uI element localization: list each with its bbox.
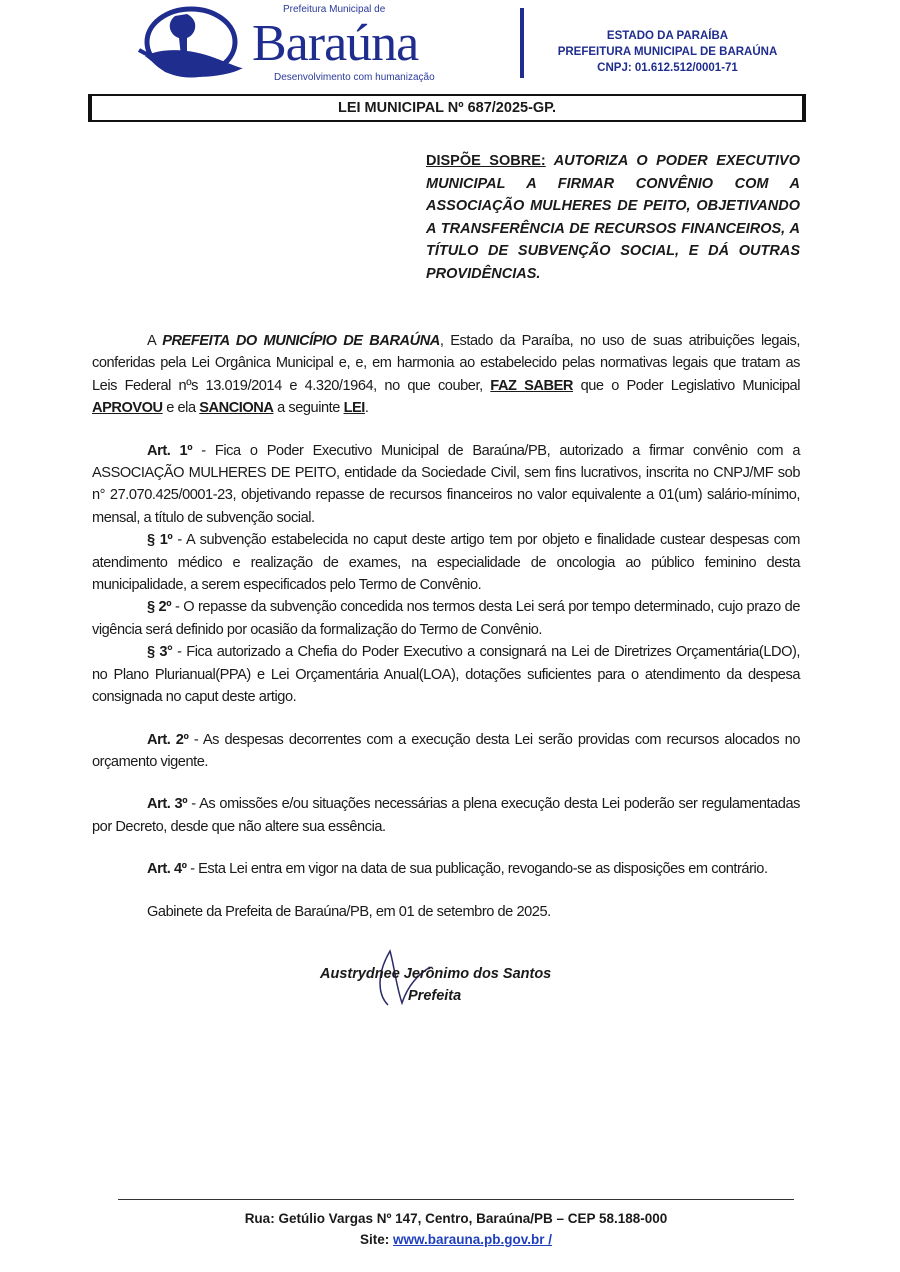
footer-divider xyxy=(118,1199,794,1200)
article-text: - Fica o Poder Executivo Municipal de Baraúna/PB, autorizado a firmar convênio com a ASSOCIAÇÃO MULHERES DE PEITO, entidade da Sociedade Civil, sem fins lucrativos, inscrita no CNPJ/MF sob n° 27.070.425/0001-23, objetivando repasse de recursos financeiros no valor equivalente a 01(um) salário-mínimo, mensal, a título de subvenção social. xyxy=(92,442,801,526)
state-line: CNPJ: 01.612.512/0001-71 xyxy=(597,62,738,74)
lei: LEI xyxy=(343,400,365,417)
article-3 xyxy=(92,793,800,838)
article-1 xyxy=(92,440,800,530)
text: e ela xyxy=(162,400,200,417)
article-text: - As omissões e/ou situações necessárias a plena execução desta Lei poderão ser regulamentadas por Decreto, desde que não altere sua essência. xyxy=(92,796,800,835)
ementa-text: AUTORIZA O PODER EXECUTIVO MUNICIPAL A FIRMAR CONVÊNIO COM A ASSOCIAÇÃO MULHERES DE PEITO, OBJETIVANDO A TRANSFERÊNCIA DE RECURSOS FINANCEIROS, A TÍTULO DE SUBVENÇÃO SOCIAL, E DÁ OUTRAS PROVIDÊNCIAS. xyxy=(426,153,801,282)
text: A xyxy=(147,333,163,349)
state-line: ESTADO DA PARAÍBA xyxy=(606,30,729,42)
article-label: Art. 4º xyxy=(147,861,187,878)
signatory-name: Austrydnee Jerônimo dos Santos xyxy=(320,965,552,982)
header-divider xyxy=(520,8,524,78)
ementa xyxy=(426,150,800,285)
signature-block xyxy=(320,963,580,1007)
article-label: § 2º xyxy=(147,599,172,616)
text: , Estado da Paraíba, no uso de suas atribuições legais, conferidas pela Lei Orgânica Municipal e, e, em harmonia ao estabelecido pelas normativas legais que tratam as Leis Federal nºs 13.019/2014 e 4.320/1964, no que couber, xyxy=(92,333,800,394)
article-2 xyxy=(92,729,800,774)
municipal-logo xyxy=(135,6,247,82)
footer xyxy=(118,1208,794,1250)
article-label: § 1º xyxy=(147,532,173,549)
ementa-label: DISPÕE SOBRE: xyxy=(426,153,546,169)
text: a seguinte xyxy=(273,400,344,417)
signatory-role: Prefeita xyxy=(408,987,462,1004)
article-text: - O repasse da subvenção concedida nos termos desta Lei será por tempo determinado, cujo prazo de vigência será definido por ocasião da formalização do Termo de Convênio. xyxy=(92,599,800,638)
law-body xyxy=(92,330,800,1007)
article-text: - As despesas decorrentes com a execução desta Lei serão providas com recursos alocados no orçamento vigente. xyxy=(92,731,800,770)
text: que o Poder Legislativo Municipal xyxy=(572,377,800,394)
footer-address: Rua: Getúlio Vargas Nº 147, Centro, Baraúna/PB – CEP 58.188-000 xyxy=(244,1211,668,1226)
law-title: LEI MUNICIPAL Nº 687/2025-GP. xyxy=(88,94,806,122)
article-text: - A subvenção estabelecida no caput deste artigo tem por objeto e finalidade custear despesas com atendimento médico e realização de exames, na especialidade de oncologia ao público feminino desta municipalidade, a serem especificados pelo Termo de Convênio. xyxy=(92,532,800,594)
paragraph-3 xyxy=(92,641,800,708)
article-text: - Esta Lei entra em vigor na data de sua publicação, revogando-se as disposições em contrário. xyxy=(186,861,768,878)
footer-site-link[interactable]: www.barauna.pb.gov.br / xyxy=(393,1232,553,1247)
article-label: Art. 2º xyxy=(147,731,189,748)
article-4 xyxy=(92,858,800,880)
paragraph-1 xyxy=(92,529,800,596)
subject: PREFEITA DO MUNICÍPIO DE BARAÚNA xyxy=(162,333,440,349)
paragraph-2 xyxy=(92,596,800,641)
closing-line: Gabinete da Prefeita de Baraúna/PB, em 01 de setembro de 2025. xyxy=(147,903,551,920)
footer-site-label: Site: xyxy=(359,1232,393,1247)
logo-tagline: Desenvolvimento com humanização xyxy=(274,72,435,83)
signature-area xyxy=(92,945,800,1007)
logo-name: Baraúna xyxy=(252,15,419,72)
faz-saber: FAZ SABER xyxy=(490,377,573,394)
state-line: PREFEITURA MUNICIPAL DE BARAÚNA xyxy=(557,46,778,58)
article-text: - Fica autorizado a Chefia do Poder Executivo a consignará na Lei de Diretrizes Orçamentária(LDO), no Plano Plurianual(PPA) e Lei Orçamentária Anual(LOA), dotações suficientes para o atendimento da despesa consignada no caput deste artigo. xyxy=(92,644,800,706)
aprovou: APROVOU xyxy=(92,400,163,417)
header-state-info xyxy=(530,28,805,76)
logo-prefix: Prefeitura Municipal de xyxy=(283,4,386,15)
sanciona: SANCIONA xyxy=(199,400,274,417)
article-label: § 3° xyxy=(147,644,173,661)
preamble xyxy=(92,330,800,420)
article-label: Art. 1º xyxy=(147,442,193,459)
text: . xyxy=(364,400,369,417)
article-label: Art. 3º xyxy=(147,796,188,813)
